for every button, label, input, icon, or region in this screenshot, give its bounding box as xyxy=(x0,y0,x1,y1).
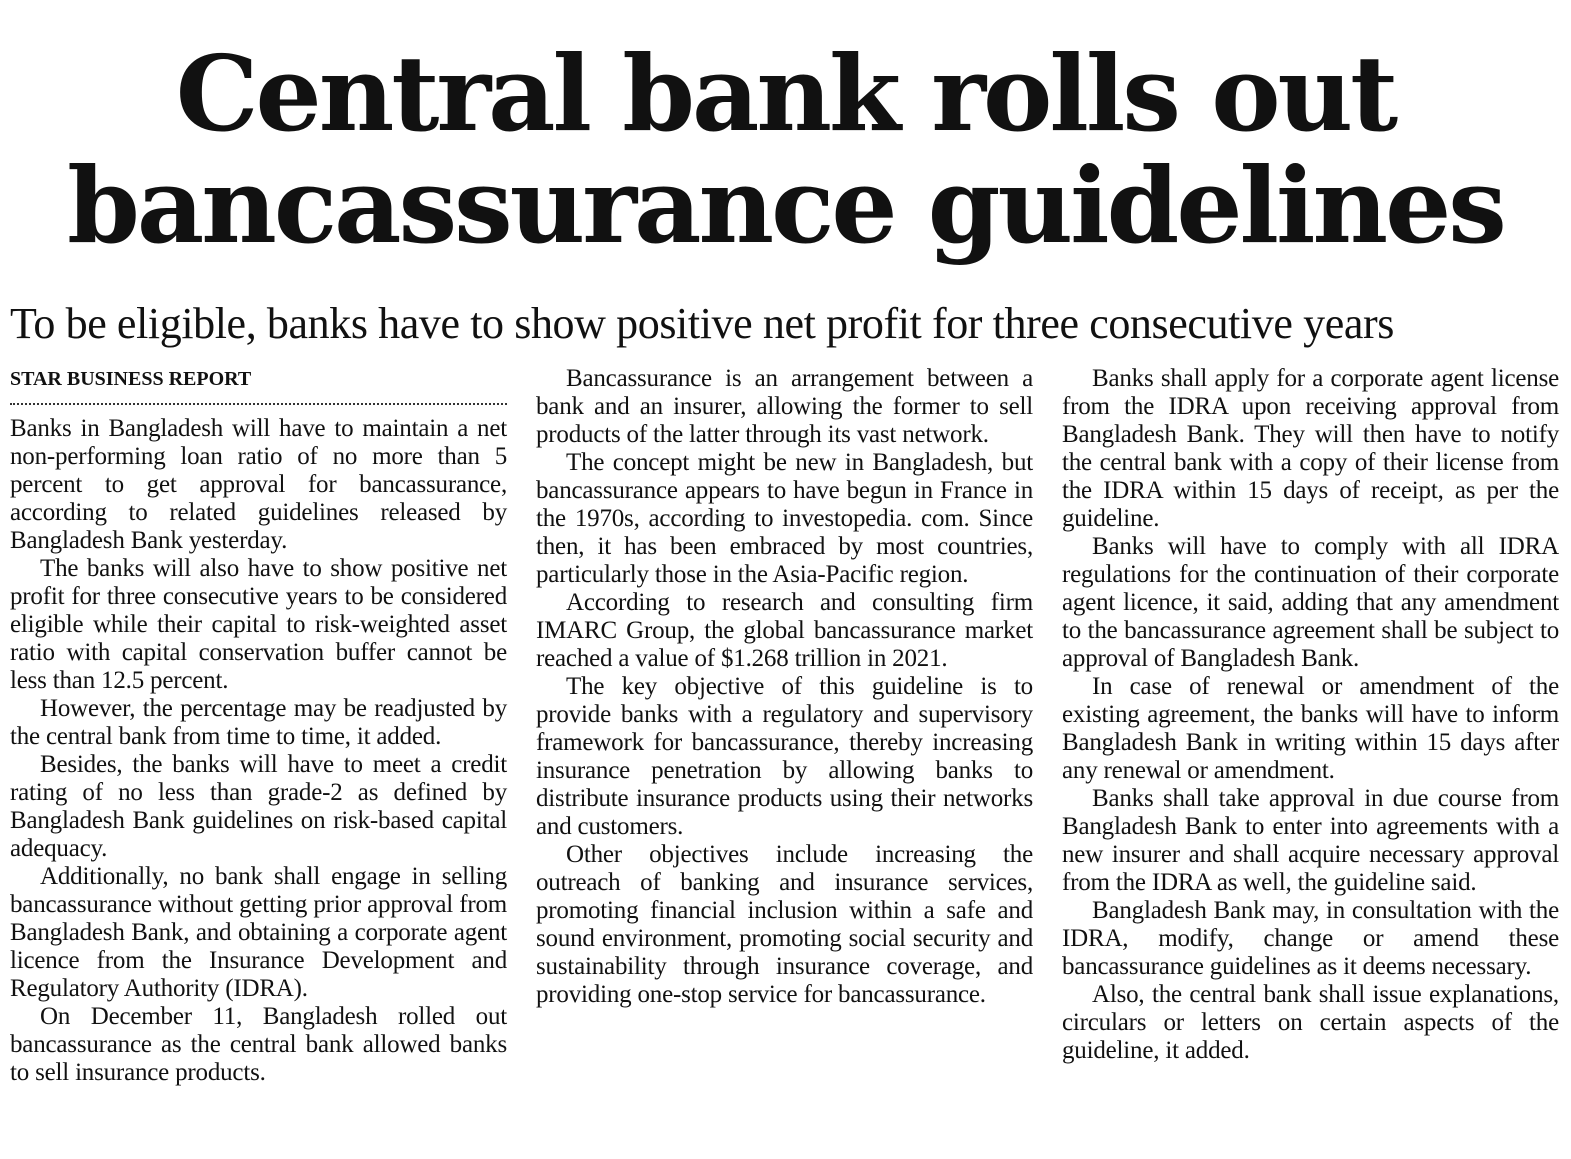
paragraph: In case of renewal or amendment of the existing agreement, the banks will have to inform Bangladesh Bank in writing within 15 days after any renewal or amendment. xyxy=(1062,673,1559,784)
paragraph: Additionally, no bank shall engage in selling bancassurance without getting prior approval from Bangladesh Bank, and obtaining a corporate agent licence from the Insurance Development and Regulatory Authority (IDRA). xyxy=(10,863,507,1002)
paragraph: The key objective of this guideline is to provide banks with a regulatory and supervisory framework for bancassurance, thereby increasing insurance penetration by allowing banks to distribute insurance products using their networks and customers. xyxy=(536,673,1033,840)
subheadline: To be eligible, banks have to show positive net profit for three consecutive years xyxy=(10,299,1394,348)
article-column-1 xyxy=(10,365,507,1087)
paragraph: Bangladesh Bank may, in consultation with the IDRA, modify, change or amend these bancassurance guidelines as it deems necessary. xyxy=(1062,897,1559,980)
paragraph: Banks will have to comply with all IDRA regulations for the continuation of their corporate agent licence, it said, adding that any amendment to the bancassurance agreement shall be subject to approval of Bangladesh Bank. xyxy=(1062,533,1559,672)
paragraph: Besides, the banks will have to meet a credit rating of no less than grade-2 as defined by Bangladesh Bank guidelines on risk-based capital adequacy. xyxy=(10,751,507,862)
article-column-2 xyxy=(536,365,1033,1009)
byline-divider xyxy=(10,403,507,405)
paragraph: According to research and consulting firm IMARC Group, the global bancassurance market reached a value of $1.268 trillion in 2021. xyxy=(536,589,1033,672)
paragraph: Other objectives include increasing the outreach of banking and insurance services, promoting financial inclusion within a safe and sound environment, promoting social security and sustainability through insurance coverage, and providing one-stop service for bancassurance. xyxy=(536,841,1033,1008)
paragraph: Bancassurance is an arrangement between a bank and an insurer, allowing the former to sell products of the latter through its vast network. xyxy=(536,365,1033,448)
paragraph: Banks in Bangladesh will have to maintain a net non-performing loan ratio of no more than 5 percent to get approval for bancassurance, according to related guidelines released by Bangladesh Bank yesterday. xyxy=(10,415,507,554)
headline-line-1: Central bank rolls out xyxy=(175,32,1396,155)
article-column-3 xyxy=(1062,365,1559,1065)
paragraph: However, the percentage may be readjusted by the central bank from time to time, it added. xyxy=(10,695,507,750)
byline: STAR BUSINESS REPORT xyxy=(10,368,252,390)
paragraph: The banks will also have to show positive net profit for three consecutive years to be considered eligible while their capital to risk-weighted asset ratio with capital conservation buffer cannot be less than 12.5 percent. xyxy=(10,555,507,694)
paragraph: Banks shall take approval in due course from Bangladesh Bank to enter into agreements with a new insurer and shall acquire necessary approval from the IDRA as well, the guideline said. xyxy=(1062,785,1559,896)
paragraph: The concept might be new in Bangladesh, but bancassurance appears to have begun in France in the 1970s, according to investopedia. com. Since then, it has been embraced by most countries, particularly those in the Asia-Pacific region. xyxy=(536,449,1033,588)
paragraph: On December 11, Bangladesh rolled out bancassurance as the central bank allowed banks to sell insurance products. xyxy=(10,1003,507,1086)
paragraph: Banks shall apply for a corporate agent license from the IDRA upon receiving approval from Bangladesh Bank. They will then have to notify the central bank with a copy of their license from the IDRA within 15 days of receipt, as per the guideline. xyxy=(1062,365,1559,532)
paragraph: Also, the central bank shall issue explanations, circulars or letters on certain aspects of the guideline, it added. xyxy=(1062,981,1559,1064)
headline xyxy=(0,32,1571,267)
headline-line-2: bancassurance guidelines xyxy=(67,144,1504,267)
